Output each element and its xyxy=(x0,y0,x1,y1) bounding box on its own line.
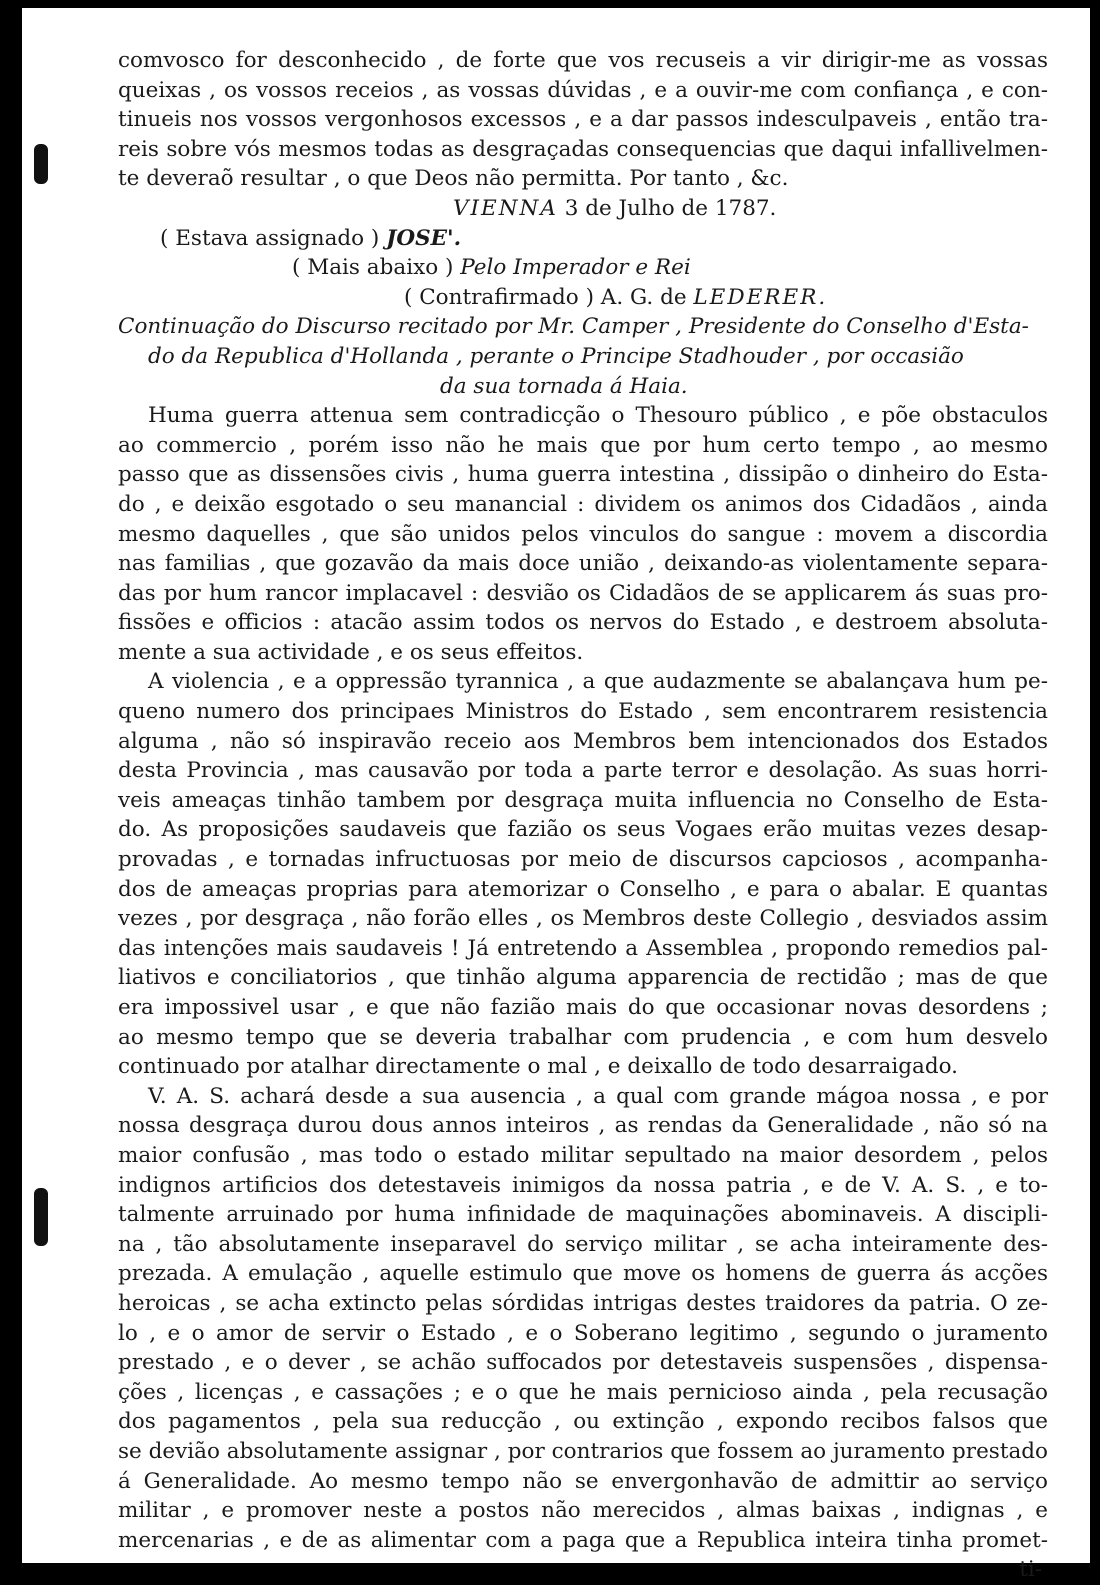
paragraph xyxy=(118,1082,1048,1556)
signature-label: ( Estava assignado ) xyxy=(160,225,380,251)
text-line: heroicas , se acha extincto pelas sórdidas intrigas destes traidores da patria. O ze- xyxy=(118,1290,1048,1316)
text-line: nossa desgraça durou dous annos inteiros , as rendas da Generalidade , não só na xyxy=(118,1113,1048,1139)
dateline-date: 3 de Julho de 1787. xyxy=(564,195,777,221)
text-line: liativos e conciliatorios , que tinhão alguma apparencia de rectidão ; mas de que xyxy=(118,965,1048,991)
text-line: nas familias , que gozavão da mais doce união , deixando-as violentamente separa- xyxy=(118,551,1048,577)
below-line xyxy=(118,253,1048,283)
text-line: reis sobre vós mesmos todas as desgraçadas consequencias que daqui infallivelmen- xyxy=(118,136,1048,162)
paragraph xyxy=(118,667,1048,1081)
text-line: ao mesmo tempo que se deveria trabalhar com prudencia , e com hum desvelo xyxy=(118,1024,1048,1050)
text-line: provadas , e tornadas infructuosas por meio de discursos capciosos , acompanha- xyxy=(118,847,1048,873)
text-line: á Generalidade. Ao mesmo tempo não se envergonhavão de admittir ao serviço xyxy=(118,1468,1048,1494)
text-line: comvosco for desconhecido , de forte que vos recuseis a vir dirigir-me as vossas xyxy=(118,48,1048,73)
text-line: dos de ameaças proprias para atemorizar o Conselho , e para o abalar. E quantas xyxy=(118,876,1048,902)
text-line: mente a sua actividade , e os seus effeitos. xyxy=(118,639,584,665)
catchword: ti- xyxy=(1019,1557,1042,1583)
text-line: maior confusão , mas todo o estado militar sepultado na maior desordem , pelos xyxy=(118,1142,1048,1168)
text-line: do. As proposições saudaveis que fazião os seus Vogaes erão muitas vezes desap- xyxy=(118,817,1048,843)
text-line: dos pagamentos , pela sua reducção , ou extinção , expondo recibos falsos que xyxy=(118,1409,1048,1435)
text-line: Huma guerra attenua sem contradicção o Thesouro público , e põe obstaculos xyxy=(148,403,1048,429)
text-line: passo que as dissensões civis , huma guerra intestina , dissipão o dinheiro do Esta- xyxy=(118,462,1048,488)
text-line: queno numero dos principaes Ministros do Estado , sem encontrarem resistencia xyxy=(118,699,1048,725)
text-line: V. A. S. achará desde a sua ausencia , a qual com grande mágoa nossa , e por xyxy=(148,1083,1048,1109)
countersign-initials: A. G. de xyxy=(600,284,687,310)
heading-line: do da Republica d'Hollanda , perante o Principe Stadhouder , por occasião xyxy=(148,343,964,369)
heading-line: Continuação do Discurso recitado por Mr. Camper , Presidente do Conselho d'Esta- xyxy=(118,314,1029,340)
text-line: continuado por atalhar directamente o mal , e deixallo de todo desarraigado. xyxy=(118,1054,958,1080)
binding-shadow xyxy=(34,1188,48,1246)
text-line: talmente arruinado por huma infinidade de maquinações abominaveis. A discipli- xyxy=(118,1202,1048,1228)
text-line: mercenarias , e de as alimentar com a paga que a Republica inteira tinha promet- xyxy=(118,1527,1048,1553)
text-line: das intenções mais saudaveis ! Já entretendo a Assemblea , propondo remedios pal- xyxy=(118,935,1048,961)
text-line: mesmo daquelles , que são unidos pelos vinculos do sangue : movem a discordia xyxy=(118,521,1048,547)
text-line: queixas , os vossos receios , as vossas dúvidas , e a ouvir-me com confiança , e con- xyxy=(118,77,1048,103)
signature-name: JOSE'. xyxy=(386,225,462,251)
countersign-line xyxy=(118,283,1048,313)
text-line: alguma , não só inspiravão receio aos Membros bem intencionados dos Estados xyxy=(118,728,1048,754)
text-line: te deveraõ resultar , o que Deos não permitta. Por tanto , &c. xyxy=(118,166,789,192)
text-line: tinueis nos vossos vergonhosos excessos , e a dar passos indesculpaveis , então tra- xyxy=(118,107,1048,133)
text-line: era impossivel usar , e que não fazião mais do que occasionar novas desordens ; xyxy=(118,995,1048,1020)
text-line: do , e deixão esgotado o seu manancial : dividem os animos dos Cidadãos , ainda xyxy=(118,491,1048,517)
paragraph xyxy=(118,401,1048,667)
letter-closing xyxy=(118,46,1048,194)
text-line: fissões e officios : atacão assim todos os nervos do Estado , e destroem absoluta- xyxy=(118,610,1048,636)
text-line: se devião absolutamente assignar , por contrarios que fossem ao juramento prestado xyxy=(118,1438,1048,1464)
speech-heading xyxy=(118,312,1048,401)
heading-line: da sua tornada á Haia. xyxy=(440,373,688,399)
document-page xyxy=(22,8,1090,1583)
text-line: A violencia , e a oppressão tyrannica , a que audazmente se abalançava hum pe- xyxy=(148,669,1048,695)
text-line: lo , e o amor de servir o Estado , e o Soberano legitimo , segundo o juramento xyxy=(118,1320,1048,1346)
text-line: vezes , por desgraça , não forão elles , os Membros deste Collegio , desviados assim xyxy=(118,906,1048,932)
text-line: ao commercio , porém isso não he mais que por hum certo tempo , ao mesmo xyxy=(118,432,1048,458)
dateline-city: VIENNA xyxy=(453,195,558,221)
binding-shadow xyxy=(34,144,48,184)
text-line: desta Provincia , mas causavão por toda a parte terror e desolação. As suas horri- xyxy=(118,758,1048,784)
text-line: ções , licenças , e cassações ; e o que he mais pernicioso ainda , pela recusação xyxy=(118,1379,1048,1405)
countersign-label: ( Contrafirmado ) xyxy=(404,284,594,310)
page-text xyxy=(118,46,1048,1585)
below-name: Pelo Imperador e Rei xyxy=(460,255,691,281)
text-line: veis ameaças tinhão tambem por desgraça muita influencia no Conselho de Esta- xyxy=(118,787,1048,813)
text-line: das por hum rancor implacavel : desvião os Cidadãos de se applicarem ás suas pro- xyxy=(118,580,1048,606)
below-label: ( Mais abaixo ) xyxy=(292,255,454,281)
text-line: militar , e promover neste a postos não merecidos , almas baixas , indignas , e xyxy=(118,1498,1048,1524)
dateline xyxy=(118,194,1048,224)
signature-line xyxy=(118,224,1048,254)
text-line: na , tão absolutamente inseparavel do serviço militar , se acha inteiramente des- xyxy=(118,1231,1048,1257)
text-line: prestado , e o dever , se achão suffocados por detestaveis suspensões , dispensa- xyxy=(118,1350,1048,1376)
text-line: indignos artificios dos detestaveis inimigos da nossa patria , e de V. A. S. , e to- xyxy=(118,1172,1048,1198)
countersign-surname: LEDERER. xyxy=(693,284,828,310)
text-line: prezada. A emulação , aquelle estimulo que move os homens de guerra ás acções xyxy=(118,1261,1048,1287)
